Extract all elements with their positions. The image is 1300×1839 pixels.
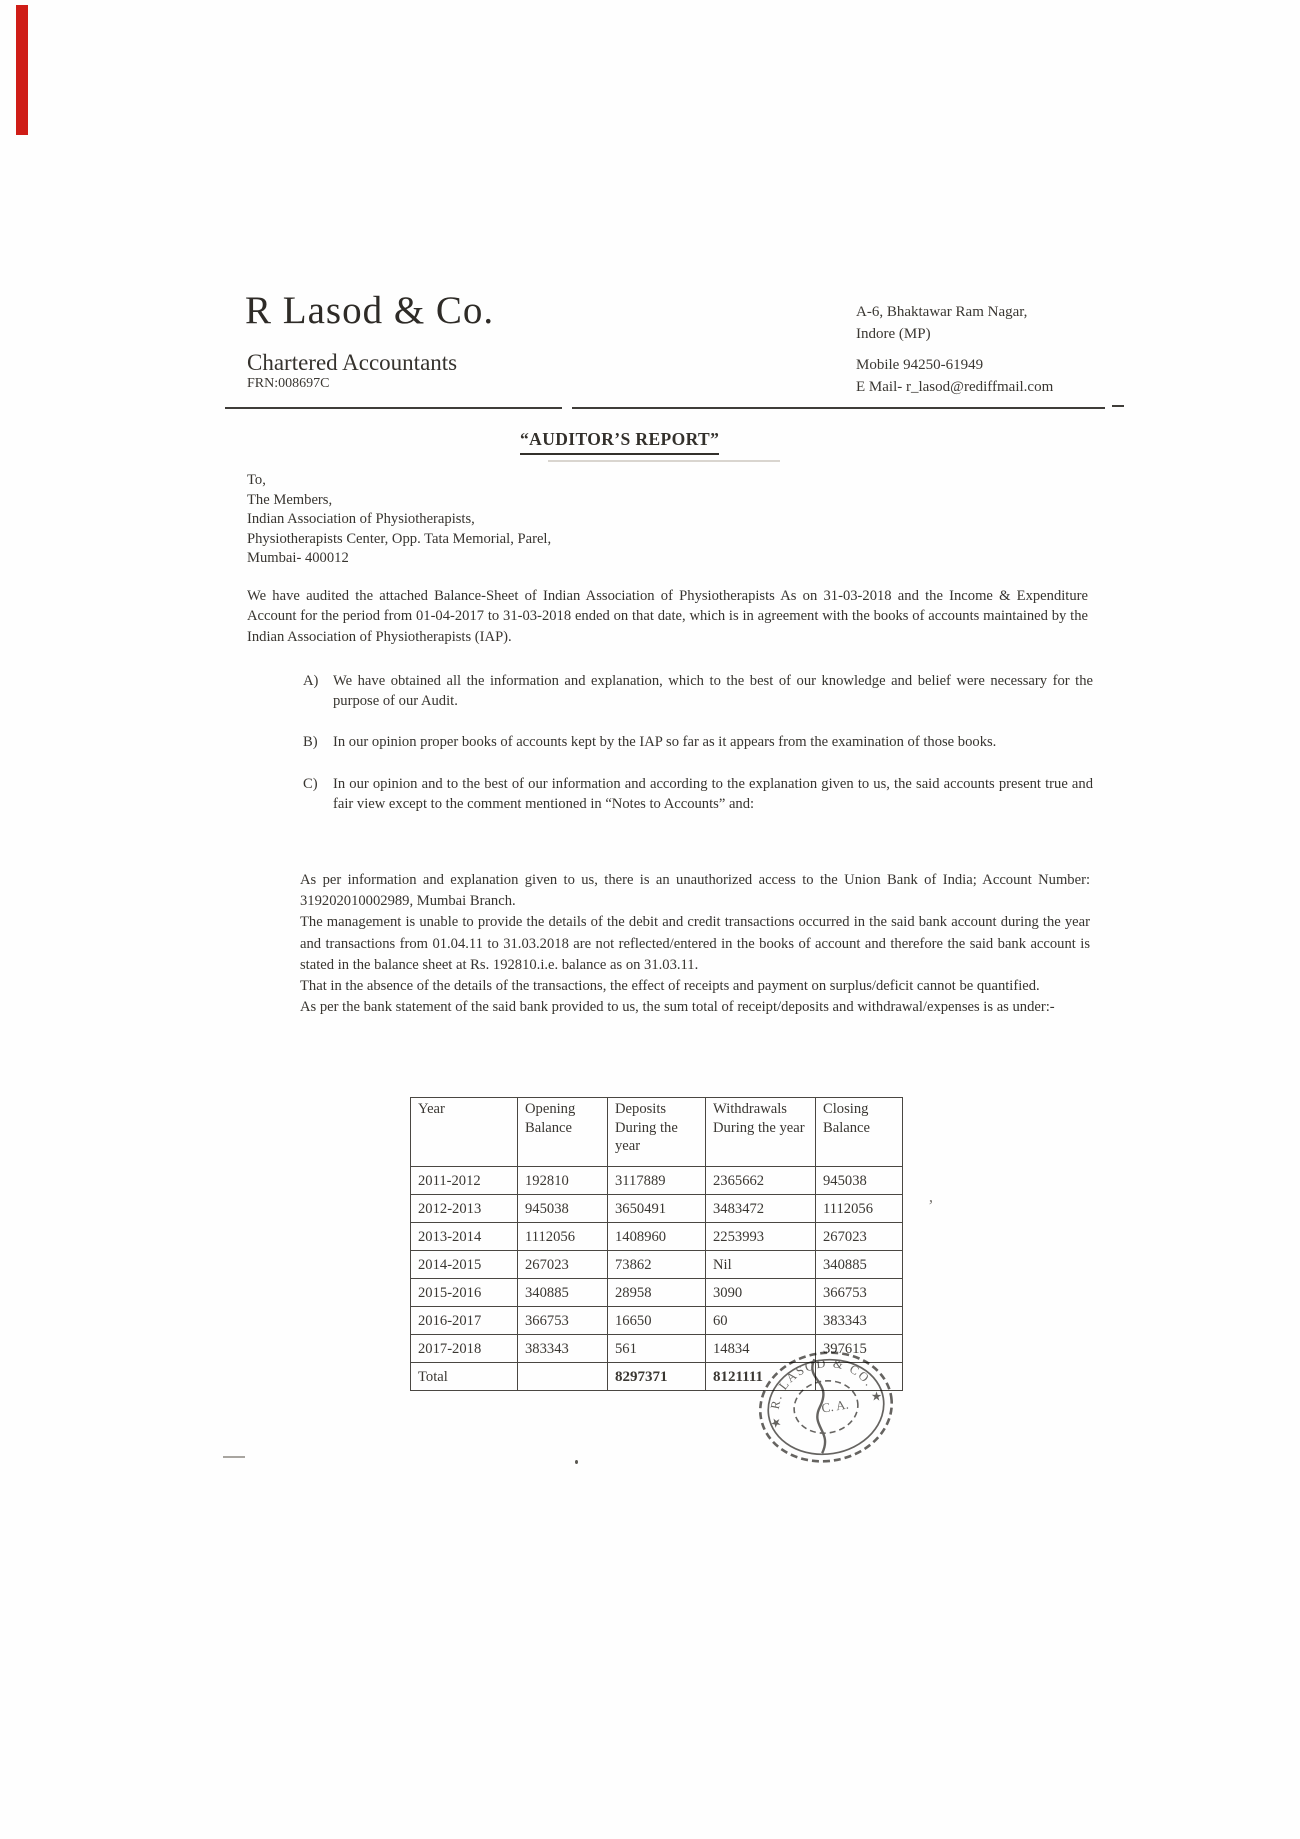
point-label: A) [303, 673, 319, 689]
cell-opening: 1112056 [518, 1223, 608, 1251]
mobile-number: Mobile 94250-61949 [856, 357, 984, 373]
paragraph: That in the absence of the details of the transactions, the effect of receipts and payment on surplus/deficit cannot be quantified. [300, 978, 1040, 995]
cell-year: 2017-2018 [411, 1335, 518, 1363]
cell-closing: 397615 [816, 1335, 903, 1363]
recipient-block [247, 471, 551, 569]
cell-opening: 340885 [518, 1279, 608, 1307]
ca-stamp-seal [716, 1312, 936, 1502]
paragraph: As per the bank statement of the said bank provided to us, the sum total of receipt/deposits and withdrawal/expenses is as under:- [300, 999, 1055, 1016]
cell-withdrawals: 3483472 [706, 1195, 816, 1223]
cell-opening: 383343 [518, 1335, 608, 1363]
cell-deposits: 3650491 [608, 1195, 706, 1223]
cell-deposits: 561 [608, 1335, 706, 1363]
email-address: E Mail- r_lasod@rediffmail.com [856, 379, 1054, 395]
cell-withdrawals: 3090 [706, 1279, 816, 1307]
col-header-opening-balance: Opening Balance [518, 1098, 608, 1167]
scan-red-mark [16, 5, 28, 135]
cell-closing: 366753 [816, 1279, 903, 1307]
table-row [411, 1223, 903, 1251]
cell-year: 2011-2012 [411, 1167, 518, 1195]
point-label: C) [303, 775, 318, 792]
table-header-row [411, 1098, 903, 1167]
cell-closing: 1112056 [816, 1195, 903, 1223]
spacer [856, 345, 1053, 354]
point-text: In our opinion and to the best of our information and according to the explanation given to us, the said accounts present true and fair view except to the comment mentioned in “Notes to Accounts” and: [333, 775, 1093, 812]
cell-deposits: 1408960 [608, 1223, 706, 1251]
body-paragraphs [300, 870, 1090, 1018]
point-c [303, 774, 1093, 814]
audit-points [303, 671, 1093, 835]
letterhead-contact-block [856, 301, 1053, 398]
cell-year: 2013-2014 [411, 1223, 518, 1251]
cell-deposits: 16650 [608, 1307, 706, 1335]
stamp-center-text: C. A. [820, 1396, 850, 1416]
firm-name: R Lasod & Co. [245, 289, 495, 332]
table-row [411, 1195, 903, 1223]
cell-withdrawals: 2253993 [706, 1223, 816, 1251]
address-line-2: Indore (MP) [856, 326, 931, 342]
cell-opening: 267023 [518, 1251, 608, 1279]
cell-opening: 945038 [518, 1195, 608, 1223]
cell-closing: 383343 [816, 1307, 903, 1335]
cell-closing: 945038 [816, 1167, 903, 1195]
recipient-line: To, [247, 472, 266, 488]
firm-subtitle: Chartered Accountants [247, 350, 458, 375]
table-row [411, 1251, 903, 1279]
cell-withdrawals: Nil [706, 1251, 816, 1279]
cell-total-label: Total [411, 1363, 518, 1391]
stamp-ring-text: ★ R. LASOD & CO. ★ [767, 1356, 886, 1430]
cell-withdrawals: 60 [706, 1307, 816, 1335]
scan-artifact-dash [223, 1456, 245, 1458]
cell-year: 2014-2015 [411, 1251, 518, 1279]
cell-opening: 192810 [518, 1167, 608, 1195]
header-divider [225, 407, 562, 409]
scan-artifact-dot [575, 1460, 578, 1464]
cell-closing: 340885 [816, 1251, 903, 1279]
cell-withdrawals: 2365662 [706, 1167, 816, 1195]
cell-total-withdrawals: 8121111 [706, 1363, 816, 1391]
point-a [303, 671, 1093, 711]
cell-deposits: 28958 [608, 1279, 706, 1307]
scan-artifact-quote: ’ [928, 1196, 934, 1215]
cell-withdrawals: 14834 [706, 1335, 816, 1363]
point-text: We have obtained all the information and explanation, which to the best of our knowledge and belief were necessary for the purpose of our Audit. [333, 673, 1093, 710]
recipient-line: Indian Association of Physiotherapists, [247, 511, 475, 528]
cell-total-deposits: 8297371 [608, 1363, 706, 1391]
cell-year: 2016-2017 [411, 1307, 518, 1335]
cell-opening: 366753 [518, 1307, 608, 1335]
recipient-line: Physiotherapists Center, Opp. Tata Memorial, Parel, [247, 530, 552, 547]
address-line-1: A-6, Bhaktawar Ram Nagar, [856, 304, 1028, 320]
recipient-line: Mumbai- 400012 [247, 550, 349, 567]
cell-deposits: 73862 [608, 1251, 706, 1279]
point-text: In our opinion proper books of accounts kept by the IAP so far as it appears from the examination of those books. [333, 734, 997, 751]
col-header-deposits: Deposits During the year [608, 1098, 706, 1167]
cell-year: 2015-2016 [411, 1279, 518, 1307]
table-row [411, 1167, 903, 1195]
col-header-withdrawals: Withdrawals During the year [706, 1098, 816, 1167]
point-b [303, 732, 1093, 752]
point-label: B) [303, 734, 318, 751]
report-title: “AUDITOR’S REPORT” [520, 429, 719, 455]
col-header-closing-balance: Closing Balance [816, 1098, 903, 1167]
recipient-line: The Members, [247, 491, 333, 508]
cell-empty [518, 1363, 608, 1391]
col-header-year: Year [411, 1098, 518, 1167]
header-divider [572, 407, 1105, 409]
scan-shadow-line [548, 460, 780, 462]
cell-closing: 267023 [816, 1223, 903, 1251]
paragraph: As per information and explanation given to us, there is an unauthorized access to the Union Bank of India; Account Number: 319202010002989, Mumbai Branch. [300, 872, 1090, 910]
cell-year: 2012-2013 [411, 1195, 518, 1223]
cell-deposits: 3117889 [608, 1167, 706, 1195]
header-divider [1112, 405, 1124, 407]
intro-paragraph: We have audited the attached Balance-Sheet of Indian Association of Physiotherapists As on 31-03-2018 and the Income & Expenditure Account for the period from 01-04-2017 to 31-03-2018 ended on that date, which is in agreement with the books of accounts maintained by the Indian Association of Physiotherapists (IAP). [247, 588, 1088, 645]
paragraph: The management is unable to provide the details of the debit and credit transactions occurred in the said bank account during the year and transactions from 01.04.11 to 31.03.2018 are not reflected/entered in the books of account and therefore the said bank account is stated in the balance sheet at Rs. 192810.i.e. balance as on 31.03.11. [300, 914, 1090, 973]
firm-registration-number: FRN:008697C [247, 376, 330, 391]
table-row [411, 1279, 903, 1307]
